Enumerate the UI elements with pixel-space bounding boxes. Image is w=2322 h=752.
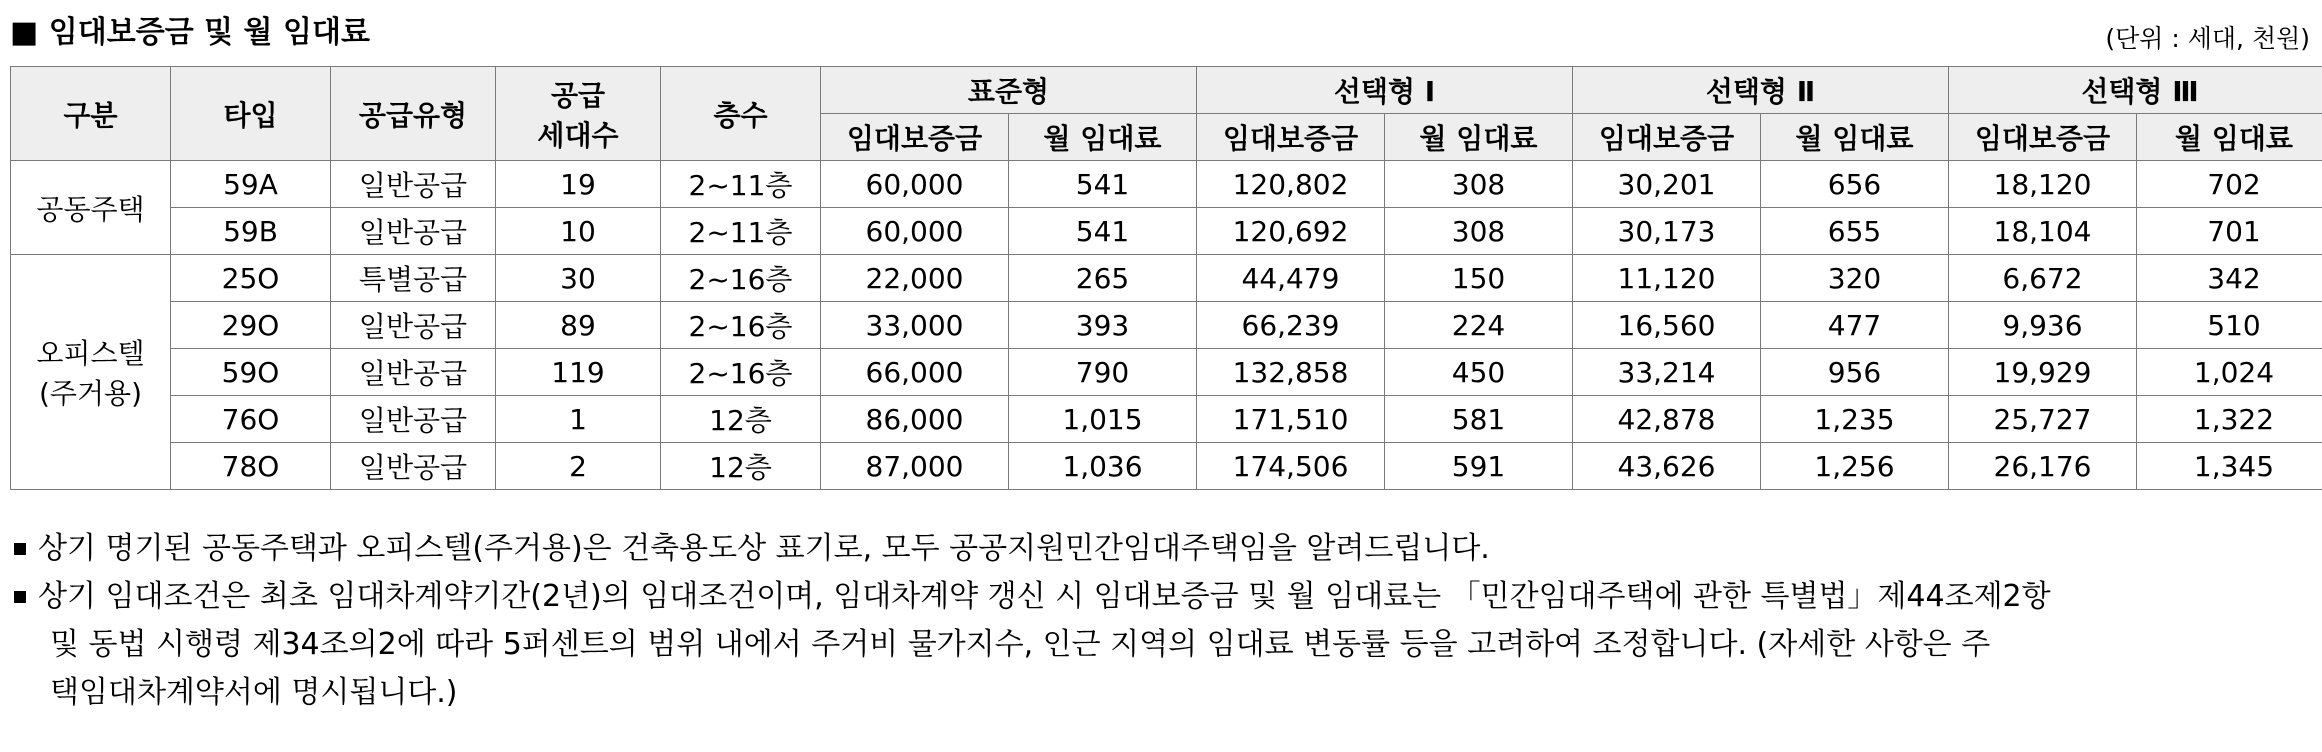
header-monthly: 월 임대료 xyxy=(1009,114,1197,161)
deposit-cell: 6,672 xyxy=(1949,255,2137,302)
table-row xyxy=(11,208,2322,255)
category-sublabel: (주거용) xyxy=(39,377,142,410)
floors-cell: 2~16층 xyxy=(661,255,821,302)
monthly-rent-cell: 150 xyxy=(1385,255,1573,302)
deposit-cell: 30,201 xyxy=(1573,161,1761,208)
header-deposit: 임대보증금 xyxy=(821,114,1009,161)
category-label: 공동주택 xyxy=(36,192,145,226)
monthly-rent-cell: 655 xyxy=(1761,208,1949,255)
deposit-cell: 18,104 xyxy=(1949,208,2137,255)
header-deposit: 임대보증금 xyxy=(1197,114,1385,161)
deposit-cell: 26,176 xyxy=(1949,443,2137,490)
monthly-rent-cell: 320 xyxy=(1761,255,1949,302)
header-deposit: 임대보증금 xyxy=(1573,114,1761,161)
title-row xyxy=(10,8,2310,58)
monthly-rent-cell: 265 xyxy=(1009,255,1197,302)
category-label: 오피스텔 xyxy=(36,337,145,370)
deposit-cell: 174,506 xyxy=(1197,443,1385,490)
monthly-rent-cell: 450 xyxy=(1385,349,1573,396)
table-row xyxy=(11,302,2322,349)
units-cell: 30 xyxy=(496,255,661,302)
header-group-standard: 표준형 xyxy=(821,67,1197,114)
deposit-cell: 44,479 xyxy=(1197,255,1385,302)
category-cell xyxy=(11,161,171,255)
supply-type-cell: 일반공급 xyxy=(331,443,496,490)
header-units-line2: 세대수 xyxy=(537,118,619,152)
monthly-rent-cell: 1,024 xyxy=(2137,349,2322,396)
type-cell: 78O xyxy=(171,443,331,490)
floors-cell: 2~16층 xyxy=(661,349,821,396)
monthly-rent-cell: 342 xyxy=(2137,255,2322,302)
deposit-cell: 33,000 xyxy=(821,302,1009,349)
deposit-cell: 66,239 xyxy=(1197,302,1385,349)
monthly-rent-cell: 308 xyxy=(1385,161,1573,208)
monthly-rent-cell: 1,322 xyxy=(2137,396,2322,443)
section-title: ■ 임대보증금 및 월 임대료 xyxy=(10,15,370,50)
header-monthly: 월 임대료 xyxy=(2137,114,2322,161)
deposit-cell: 66,000 xyxy=(821,349,1009,396)
note-continuation: 및 동법 시행령 제34조의2에 따라 5퍼센트의 범위 내에서 주거비 물가지수, 인근 지역의 임대료 변동률 등을 고려하여 조정합니다. (자세한 사항은 주 xyxy=(50,627,1991,662)
monthly-rent-cell: 956 xyxy=(1761,349,1949,396)
monthly-rent-cell: 477 xyxy=(1761,302,1949,349)
header-category: 구분 xyxy=(11,67,171,161)
deposit-cell: 11,120 xyxy=(1573,255,1761,302)
header-type: 타입 xyxy=(171,67,331,161)
supply-type-cell: 일반공급 xyxy=(331,302,496,349)
monthly-rent-cell: 701 xyxy=(2137,208,2322,255)
units-cell: 1 xyxy=(496,396,661,443)
rent-table xyxy=(10,66,2322,490)
monthly-rent-cell: 541 xyxy=(1009,161,1197,208)
note-item xyxy=(14,573,2314,621)
monthly-rent-cell: 702 xyxy=(2137,161,2322,208)
table-row xyxy=(11,443,2322,490)
bullet-icon xyxy=(14,543,26,555)
monthly-rent-cell: 581 xyxy=(1385,396,1573,443)
deposit-cell: 16,560 xyxy=(1573,302,1761,349)
note-text: 상기 명기된 공동주택과 오피스텔(주거용)은 건축용도상 표기로, 모두 공공지원민간임대주택임을 알려드립니다. xyxy=(38,531,1490,566)
monthly-rent-cell: 1,345 xyxy=(2137,443,2322,490)
monthly-rent-cell: 790 xyxy=(1009,349,1197,396)
deposit-cell: 87,000 xyxy=(821,443,1009,490)
monthly-rent-cell: 510 xyxy=(2137,302,2322,349)
units-cell: 19 xyxy=(496,161,661,208)
floors-cell: 2~11층 xyxy=(661,208,821,255)
supply-type-cell: 일반공급 xyxy=(331,396,496,443)
header-deposit: 임대보증금 xyxy=(1949,114,2137,161)
supply-type-cell: 일반공급 xyxy=(331,161,496,208)
table-body xyxy=(11,161,2322,490)
type-cell: 76O xyxy=(171,396,331,443)
deposit-cell: 120,692 xyxy=(1197,208,1385,255)
header-units-line1: 공급 xyxy=(550,78,606,112)
unit-label: (단위 : 세대, 천원) xyxy=(2105,24,2310,53)
header-floors: 층수 xyxy=(661,67,821,161)
note-continuation: 택임대차계약서에 명시됩니다.) xyxy=(50,675,458,710)
type-cell: 59B xyxy=(171,208,331,255)
table-row xyxy=(11,396,2322,443)
type-cell: 59A xyxy=(171,161,331,208)
units-cell: 2 xyxy=(496,443,661,490)
supply-type-cell: 일반공급 xyxy=(331,208,496,255)
monthly-rent-cell: 308 xyxy=(1385,208,1573,255)
deposit-cell: 42,878 xyxy=(1573,396,1761,443)
header-monthly: 월 임대료 xyxy=(1761,114,1949,161)
deposit-cell: 120,802 xyxy=(1197,161,1385,208)
type-cell: 59O xyxy=(171,349,331,396)
table-row xyxy=(11,161,2322,208)
deposit-cell: 30,173 xyxy=(1573,208,1761,255)
header-group-option-3: 선택형 Ⅲ xyxy=(1949,67,2322,114)
type-cell: 25O xyxy=(171,255,331,302)
monthly-rent-cell: 656 xyxy=(1761,161,1949,208)
monthly-rent-cell: 591 xyxy=(1385,443,1573,490)
deposit-cell: 25,727 xyxy=(1949,396,2137,443)
floors-cell: 2~16층 xyxy=(661,302,821,349)
header-units xyxy=(496,67,661,161)
header-group-option-2: 선택형 Ⅱ xyxy=(1573,67,1949,114)
deposit-cell: 86,000 xyxy=(821,396,1009,443)
monthly-rent-cell: 224 xyxy=(1385,302,1573,349)
monthly-rent-cell: 1,036 xyxy=(1009,443,1197,490)
header-group-option-1: 선택형 Ⅰ xyxy=(1197,67,1573,114)
header-monthly: 월 임대료 xyxy=(1385,114,1573,161)
deposit-cell: 132,858 xyxy=(1197,349,1385,396)
deposit-cell: 19,929 xyxy=(1949,349,2137,396)
monthly-rent-cell: 1,235 xyxy=(1761,396,1949,443)
floors-cell: 2~11층 xyxy=(661,161,821,208)
units-cell: 89 xyxy=(496,302,661,349)
note-item xyxy=(14,525,2314,573)
header-supply-type: 공급유형 xyxy=(331,67,496,161)
monthly-rent-cell: 393 xyxy=(1009,302,1197,349)
table-row xyxy=(11,349,2322,396)
deposit-cell: 9,936 xyxy=(1949,302,2137,349)
units-cell: 10 xyxy=(496,208,661,255)
deposit-cell: 18,120 xyxy=(1949,161,2137,208)
note-text: 상기 임대조건은 최초 임대차계약기간(2년)의 임대조건이며, 임대차계약 갱신 시 임대보증금 및 월 임대료는 「민간임대주택에 관한 특별법」제44조제2항 xyxy=(38,579,2051,614)
deposit-cell: 171,510 xyxy=(1197,396,1385,443)
monthly-rent-cell: 541 xyxy=(1009,208,1197,255)
floors-cell: 12층 xyxy=(661,443,821,490)
floors-cell: 12층 xyxy=(661,396,821,443)
monthly-rent-cell: 1,256 xyxy=(1761,443,1949,490)
category-cell xyxy=(11,255,171,490)
deposit-cell: 60,000 xyxy=(821,208,1009,255)
deposit-cell: 33,214 xyxy=(1573,349,1761,396)
units-cell: 119 xyxy=(496,349,661,396)
type-cell: 29O xyxy=(171,302,331,349)
supply-type-cell: 일반공급 xyxy=(331,349,496,396)
table-row xyxy=(11,255,2322,302)
bullet-icon xyxy=(14,591,26,603)
monthly-rent-cell: 1,015 xyxy=(1009,396,1197,443)
notes xyxy=(14,525,2314,717)
deposit-cell: 43,626 xyxy=(1573,443,1761,490)
supply-type-cell: 특별공급 xyxy=(331,255,496,302)
deposit-cell: 60,000 xyxy=(821,161,1009,208)
deposit-cell: 22,000 xyxy=(821,255,1009,302)
